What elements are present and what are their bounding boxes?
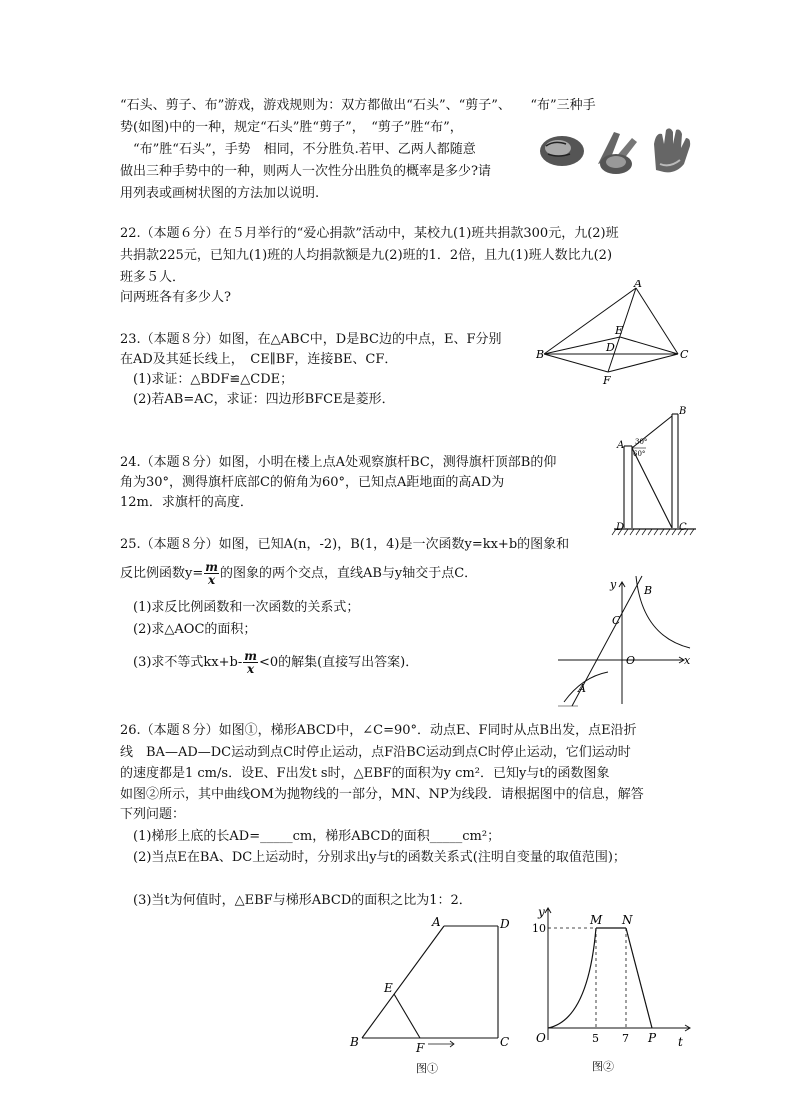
label-c: C (680, 348, 689, 361)
label-c: C (500, 1035, 510, 1049)
q22-line-1: 22.（本题６分）在５月举行的“爱心捐款”活动中，某校九(1)班共捐款300元，九(2)班 (120, 226, 619, 241)
label-o: O (536, 1031, 546, 1045)
q26-trapezoid-figure-1 (344, 914, 520, 1080)
q23-line-1: 23.（本题８分）如图，在△ABC中，D是BC边的中点，E、F分别 (120, 332, 502, 347)
label-y: y (610, 578, 617, 591)
paper-hand-icon (654, 128, 690, 172)
q26-sub-2: (2)当点E在BA、DC上运动时，分别求出y与t的函数关系式(注明自变量的取值范围)； (133, 850, 626, 865)
q25-function-graph (558, 574, 694, 708)
q23-line-4: (2)若AB=AC，求证：四边形BFCE是菱形． (133, 392, 395, 407)
label-f: F (416, 1041, 425, 1055)
label-b: B (350, 1035, 359, 1049)
sight-line-ac (632, 448, 672, 528)
q26-sub-1: (1)梯形上底的长AD=_____cm，梯形ABCD的面积_____cm²； (133, 829, 501, 844)
q25-line-1: 25.（本题８分）如图，已知A(n，-2)，B(1，4)是一次函数y=kx+b的图象和 (120, 537, 570, 552)
label-m: M (590, 913, 603, 927)
figure-2-caption: 图② (592, 1060, 614, 1073)
label-y: y (538, 905, 545, 919)
figure-1-caption: 图① (416, 1062, 438, 1075)
q26-line-1: 26.（本题８分）如图①，梯形ABCD中，∠C=90°．动点E、F同时从点B出发，点E沿折 (120, 723, 637, 738)
tick-7: 7 (622, 1032, 629, 1045)
scissors-hand-icon (598, 132, 637, 174)
label-d: D (606, 341, 615, 354)
q25-line-2 (120, 561, 477, 586)
q21-line-1: “石头、剪子、布”游戏，游戏规则为：双方都做出“石头”、“剪子”、 “布”三种手 (120, 98, 596, 113)
q26-line-4: 如图②所示，其中曲线OM为抛物线的一部分，MN、NP为线段．请根据图中的信息，解答 (120, 787, 644, 802)
label-a: A (634, 280, 642, 290)
label-t: t (678, 1035, 683, 1049)
angle-60-label: 60° (633, 450, 646, 458)
angle-30-label: 30° (635, 438, 648, 446)
q21-line-5: 用列表或画树状图的方法加以说明. (120, 186, 320, 201)
label-c: C (612, 614, 621, 627)
segment-np (626, 928, 652, 1028)
q26-sub-3: (3)当t为何值时，△EBF与梯形ABCD的面积之比为1：2． (133, 893, 472, 908)
label-e: E (615, 324, 624, 337)
label-d: D (616, 522, 625, 533)
q24-line-3: 12m．求旗杆的高度． (120, 495, 253, 510)
q26-function-graph-2 (528, 900, 698, 1080)
q22-line-2: 共捐款225元，已知九(1)班的人均捐款额是九(2)班的1．2倍，且九(1)班人数比九(2) (120, 248, 613, 263)
parabola-om (548, 928, 596, 1028)
q25-line-2-pre: 反比例函数y= (120, 566, 204, 581)
q24-line-1: 24.（本题８分）如图，小明在楼上点A处观察旗杆BC，测得旗杆顶部B的仰 (120, 455, 557, 470)
q26-line-2: 线 BA—AD—DC运动到点C时停止运动，点F沿BC运动到点C时停止运动，它们运动时 (120, 745, 631, 760)
q25-sub-3 (133, 650, 418, 675)
label-o: O (626, 654, 636, 667)
label-b: B (679, 406, 687, 417)
q21-line-4: 做出三种手势中的一种，则两人一次性分出胜负的概率是多少?请 (120, 164, 491, 179)
label-b: B (644, 584, 653, 597)
label-a: A (578, 682, 586, 695)
q21-line-2: 势(如图)中的一种，规定“石头”胜“剪子”， “剪子”胜“布”， (120, 120, 463, 135)
label-e: E (384, 981, 393, 995)
label-c: C (679, 522, 687, 533)
tick-5: 5 (592, 1032, 599, 1045)
label-f: F (603, 374, 611, 387)
seg-bf (544, 354, 608, 372)
q25-fraction-m-over-x-2: $\frac{m}{x}$ (244, 649, 257, 676)
label-a: A (432, 915, 441, 929)
seg-cf (608, 354, 678, 372)
q23-line-3: (1)求证：△BDF≌△CDE； (133, 372, 294, 387)
label-p: P (648, 1031, 657, 1045)
q25-line-2-post: 的图象的两个交点，直线AB与y轴交于点C． (219, 566, 478, 581)
q25-sub-3-pre: (3)求不等式kx+b- (133, 655, 243, 670)
seg-ac (636, 288, 678, 354)
seg-ba (362, 926, 444, 1038)
q21-line-3: “布”胜“石头”，手势 相同，不分胜负.若甲、乙两人都随意 (120, 142, 476, 157)
q22-line-4: 问两班各有多少人? (120, 290, 231, 305)
q25-sub-1: (1)求反比例函数和一次函数的关系式； (133, 600, 360, 615)
label-x: x (684, 654, 691, 667)
q23-line-2: 在AD及其延长线上， CE∥BF，连接BE、CF． (120, 352, 398, 367)
q25-sub-3-post: <0的解集(直接写出答案)． (258, 655, 419, 670)
seg-ef (394, 994, 420, 1038)
q23-triangle-figure (536, 280, 696, 390)
label-d: D (500, 917, 510, 931)
q26-line-3: 的速度都是1 cm/s．设E、F出发t s时，△EBF的面积为y cm²．已知y与t的函数图象 (120, 766, 610, 781)
q26-line-5: 下列问题： (120, 807, 186, 822)
tick-10: 10 (532, 922, 546, 935)
label-n: N (622, 913, 633, 927)
q24-flagpole-figure (606, 402, 698, 542)
label-a: A (617, 440, 625, 451)
rock-hand-icon (540, 136, 584, 166)
label-b: B (536, 348, 545, 361)
q25-sub-2: (2)求△AOC的面积； (133, 622, 257, 637)
hyperbola-branch-2 (564, 672, 608, 702)
q24-line-2: 角为30°，测得旗杆底部C的俯角为60°，已知点A距地面的高AD为 (120, 475, 505, 490)
hand-gestures-image (536, 124, 696, 176)
q22-line-3: 班多５人． (120, 270, 186, 285)
q25-fraction-m-over-x: $\frac{m}{x}$ (205, 560, 218, 587)
